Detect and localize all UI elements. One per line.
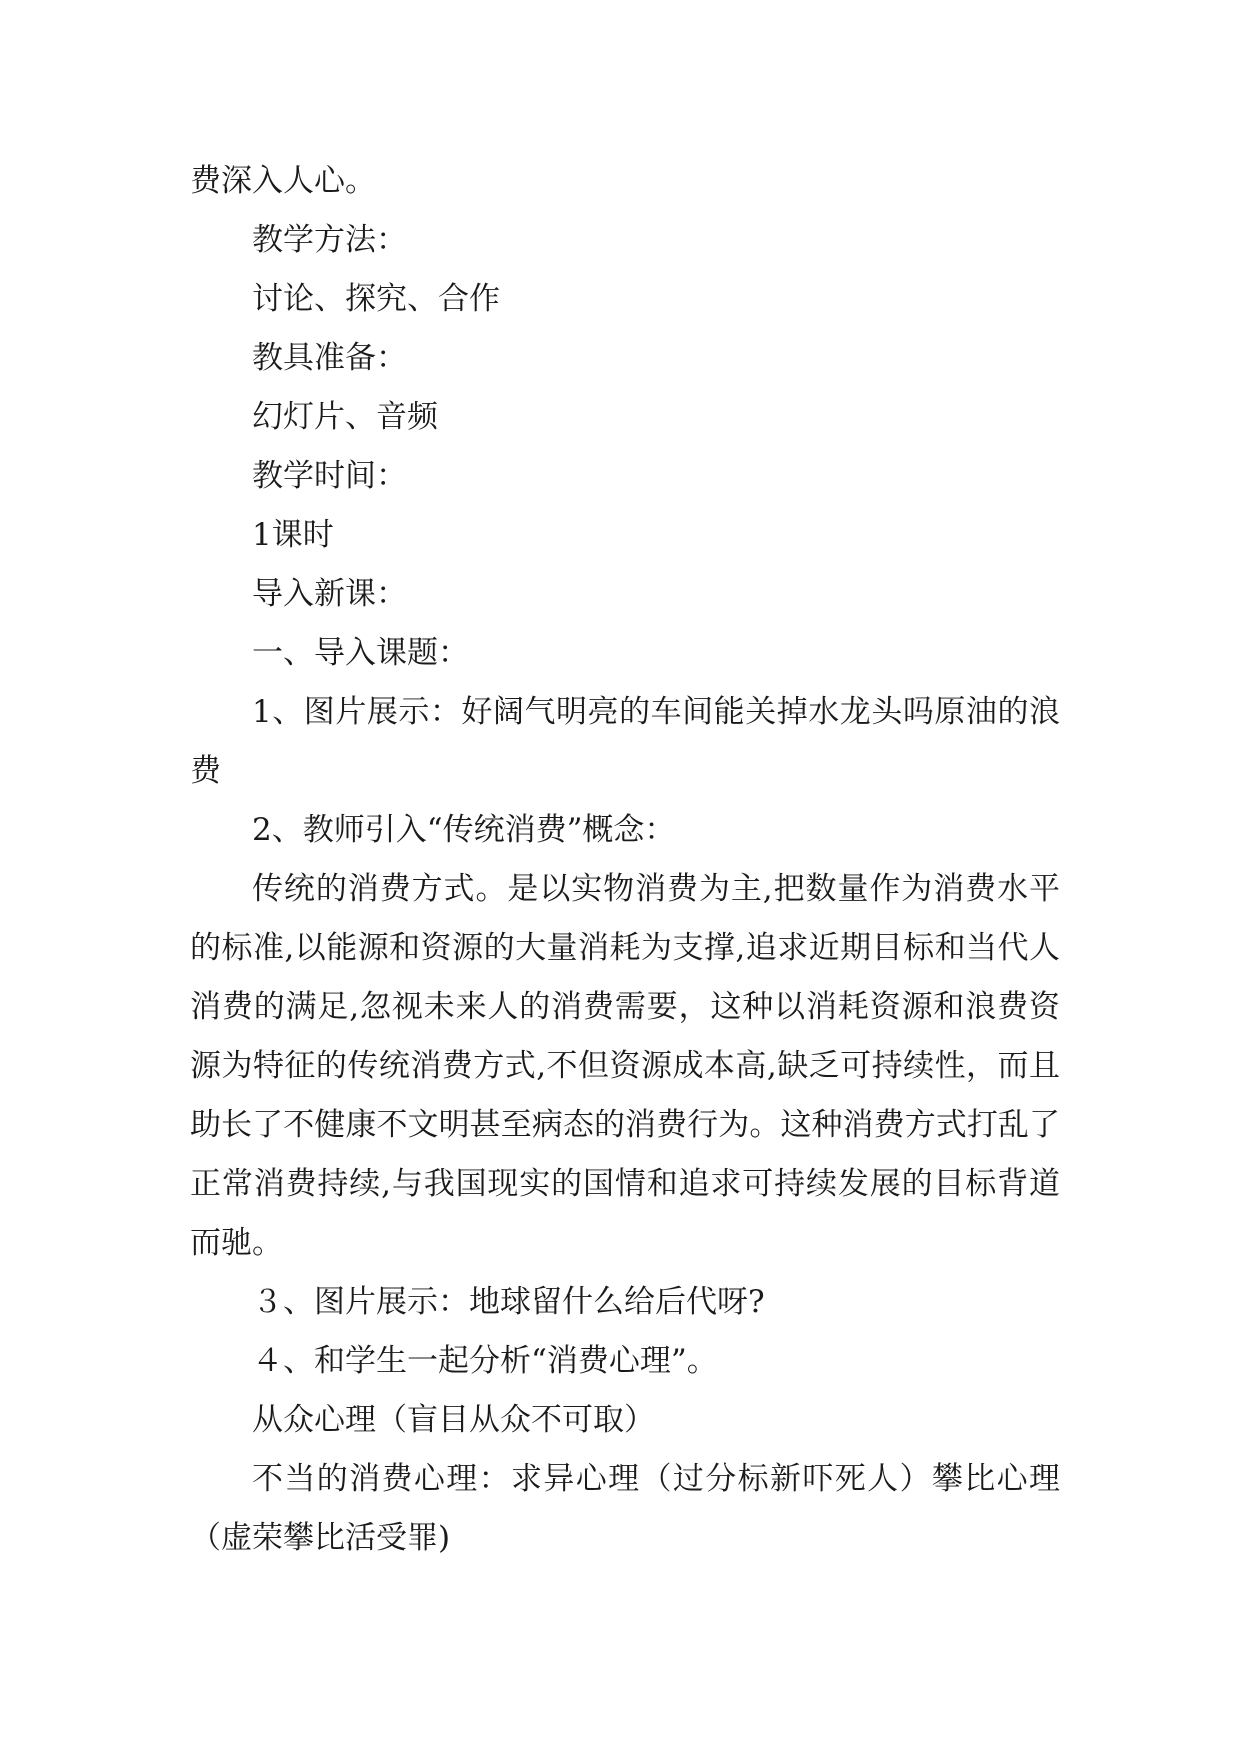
paragraph: ３、图片展示：地球留什么给后代呀? xyxy=(252,1284,765,1320)
paragraph: 教学时间： xyxy=(252,458,407,494)
paragraph: 费深入人心。 xyxy=(190,163,376,199)
paragraph: ４、和学生一起分析“消费心理”。 xyxy=(252,1343,718,1379)
paragraph: 教学方法： xyxy=(252,222,407,258)
paragraph: 讨论、探究、合作 xyxy=(252,281,500,317)
paragraph: 教具准备： xyxy=(252,340,407,376)
paragraph: 1课时 xyxy=(252,517,334,553)
paragraph: 2、教师引入“传统消费”概念： xyxy=(252,812,676,848)
paragraph: 传统的消费方式。是以实物消费为主,把数量作为消费水平的标准,以能源和资源的大量消耗为支撑,追求近期目标和当代人消费的满足,忽视未来人的消费需要，这种以消耗资源和浪费资源为特征的传统消费方式,不但资源成本高,缺乏可持续性，而且助长了不健康不文明甚至病态的消费行为。这种消费方式打乱了正常消费持续,与我国现实的国情和追求可持续发展的目标背道而驰。 xyxy=(190,871,1060,1261)
paragraph: 幻灯片、音频 xyxy=(252,399,438,435)
paragraph: 一、导入课题： xyxy=(252,635,469,671)
paragraph: 从众心理（盲目从众不可取） xyxy=(252,1402,655,1438)
paragraph: 导入新课： xyxy=(252,576,407,612)
paragraph: 1、图片展示：好阔气明亮的车间能关掉水龙头吗原油的浪费 xyxy=(190,694,1060,789)
document-body xyxy=(190,152,1060,1568)
paragraph: 不当的消费心理：求异心理（过分标新吓死人）攀比心理（虚荣攀比活受罪) xyxy=(190,1461,1060,1556)
